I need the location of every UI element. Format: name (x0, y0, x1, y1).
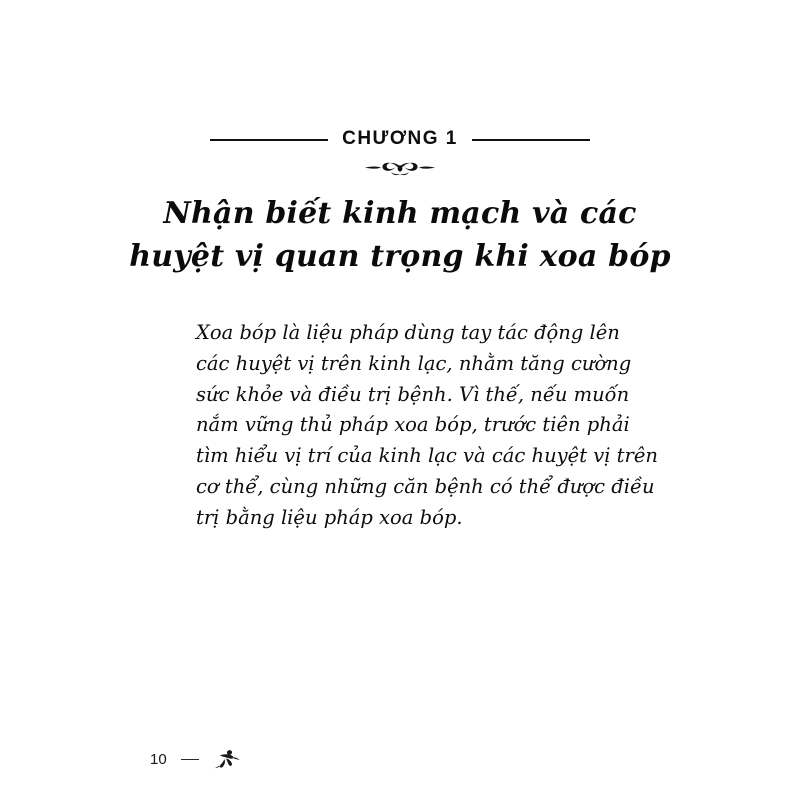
body-line: các huyệt vị trên kinh lạc, nhằm tăng cường (196, 351, 632, 375)
running-figure-icon (213, 746, 243, 772)
body-line: nắm vững thủ pháp xoa bóp, trước tiên phải (196, 413, 630, 437)
body-line: Xoa bóp là liệu pháp dùng tay tác động lên (196, 321, 620, 344)
flourish-ornament-icon (0, 159, 800, 181)
body-line: trị bằng liệu pháp xoa bóp. (196, 505, 463, 529)
footer-divider (181, 759, 199, 760)
chapter-title-line: Nhận biết kinh mạch và các (163, 196, 637, 231)
intro-paragraph (196, 318, 658, 534)
chapter-header (0, 128, 800, 298)
body-line: cơ thể, cùng những căn bệnh có thể được điều (196, 474, 655, 498)
body-line: sức khỏe và điều trị bệnh. Vì thế, nếu muốn (196, 382, 630, 406)
page-footer (150, 746, 243, 772)
page-number: 10 (150, 750, 167, 768)
chapter-label: CHƯƠNG 1 (328, 128, 472, 150)
chapter-title-line: huyệt vị quan trọng khi xoa bóp (129, 238, 671, 274)
page-title (0, 193, 800, 278)
body-text-block (196, 318, 658, 534)
body-line: tìm hiểu vị trí của kinh lạc và các huyệt vị trên (196, 444, 658, 468)
